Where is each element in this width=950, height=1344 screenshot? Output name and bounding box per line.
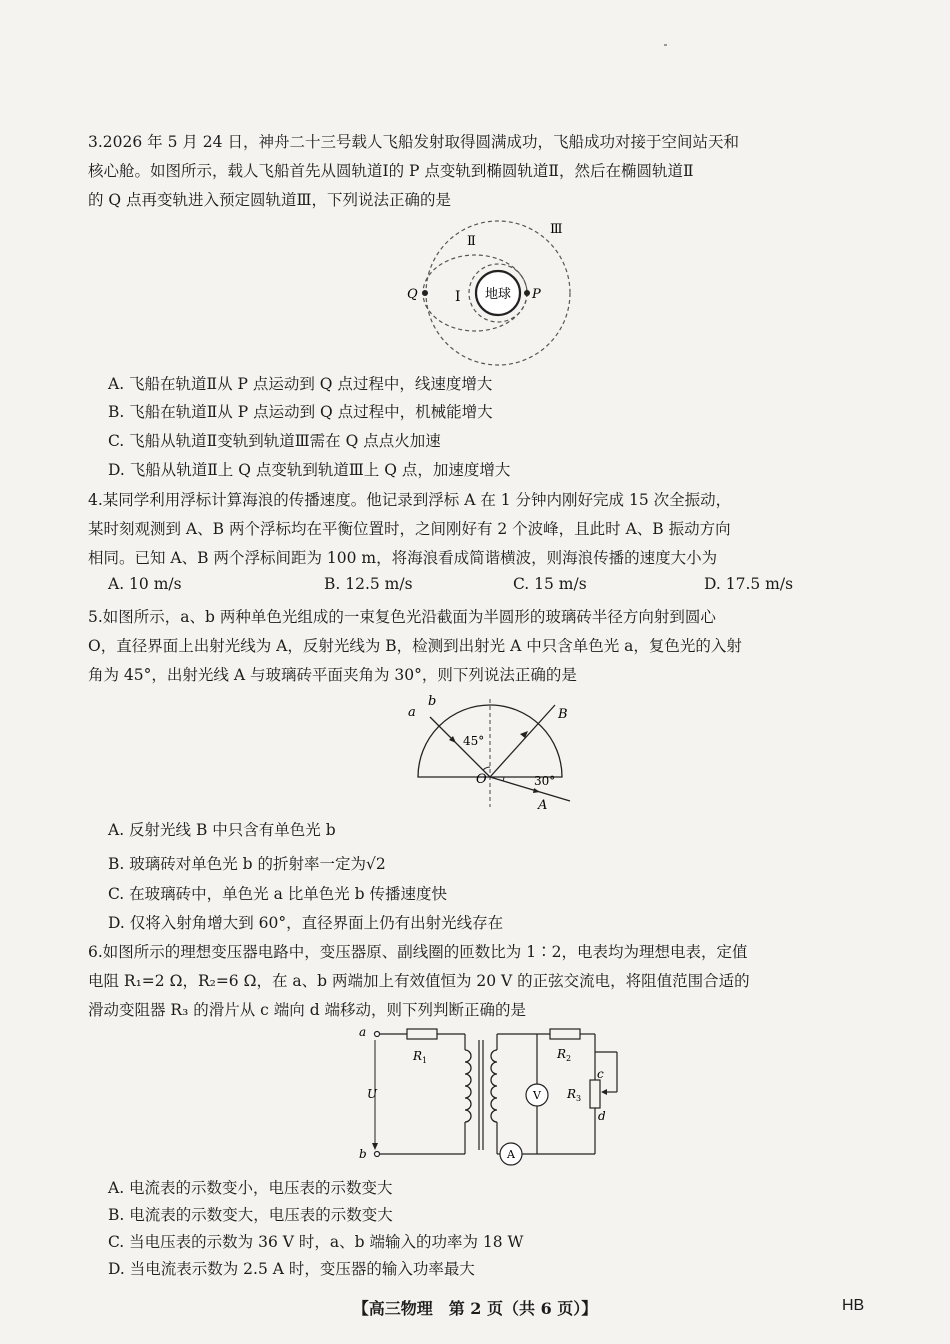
q5-stem-line-1: 5.如图所示，a、b 两种单色光组成的一束复色光沿截面为半圆形的玻璃砖半径方向射到圆心: [88, 608, 716, 626]
orbit-diagram: [395, 215, 595, 370]
q3-stem-line-3: 的 Q 点再变轨进入预定圆轨道Ⅲ，下列说法正确的是: [88, 191, 452, 209]
q4-stem-line-1: 4.某同学利用浮标计算海浪的传播速度。他记录到浮标 A 在 1 分钟内刚好完成 15 次全振动，: [88, 491, 732, 509]
q-label: Q: [407, 287, 418, 302]
question-5-stem: [88, 603, 878, 690]
q5-option-a[interactable]: A. 反射光线 B 中只含有单色光 b: [108, 821, 336, 839]
q3-option-a[interactable]: A. 飞船在轨道Ⅱ从 P 点运动到 Q 点过程中，线速度增大: [108, 375, 493, 393]
question-4-stem: [88, 486, 878, 573]
terminal-a: [375, 1032, 380, 1037]
terminal-b: [375, 1152, 380, 1157]
orbit-3-label: Ⅲ: [550, 222, 563, 237]
orbit-2-label: Ⅱ: [467, 234, 476, 249]
q6-option-c[interactable]: C. 当电压表的示数为 36 V 时，a、b 端输入的功率为 18 W: [108, 1233, 524, 1251]
p-label: P: [532, 287, 541, 302]
page-footer: 【高三物理 第 2 页（共 6 页）】: [352, 1299, 598, 1318]
question-3-stem: [88, 128, 878, 215]
reflected-ray-b: [490, 705, 555, 777]
q3-stem-line-1: 3.2026 年 5 月 24 日，神舟二十三号载人飞船发射取得圆满成功，飞船成功对接于空间站天和: [88, 133, 739, 151]
label-b: b: [359, 1147, 367, 1161]
label-30: 30°: [534, 774, 556, 788]
q4-option-d[interactable]: D. 17.5 m/s: [704, 575, 794, 593]
glass-brick-diagram: [400, 685, 580, 815]
label-o: O: [476, 772, 487, 787]
q6-stem-line-3: 滑动变阻器 R₃ 的滑片从 c 端向 d 端移动，则下列判断正确的是: [88, 1001, 527, 1019]
voltmeter-label: V: [533, 1089, 541, 1102]
ammeter-label: A: [507, 1148, 515, 1161]
q5-stem-line-2: O，直径界面上出射光线为 A，反射光线为 B，检测到出射光 A 中只含单色光 a，复色光的入射: [88, 637, 742, 655]
label-r2: $R_2$: [557, 1047, 572, 1063]
resistor-r2: [550, 1029, 580, 1039]
q4-stem-line-2: 某时刻观测到 A、B 两个浮标均在平衡位置时，之间刚好有 2 个波峰，且此时 A、B 振动方向: [88, 520, 731, 538]
question-6-stem: [88, 938, 878, 1025]
label-r1: $R_1$: [413, 1049, 428, 1065]
label-c: c: [597, 1067, 604, 1081]
q6-option-a[interactable]: A. 电流表的示数变小，电压表的示数变大: [108, 1179, 393, 1197]
point-p-dot: [524, 290, 530, 296]
q3-option-d[interactable]: D. 飞船从轨道Ⅱ上 Q 点变轨到轨道Ⅲ上 Q 点，加速度增大: [108, 461, 511, 479]
q6-stem-line-1: 6.如图所示的理想变压器电路中，变压器原、副线圈的匝数比为 1∶2，电表均为理想电表，定值: [88, 943, 748, 961]
earth-label: 地球: [484, 287, 512, 302]
q5-option-c[interactable]: C. 在玻璃砖中，单色光 a 比单色光 b 传播速度快: [108, 885, 448, 903]
q6-stem-line-2: 电阻 R₁=2 Ω，R₂=6 Ω，在 a、b 两端加上有效值恒为 20 V 的正弦交流电，将阻值范围合适的: [88, 972, 750, 990]
label-r3: $R_3$: [567, 1087, 582, 1103]
angle-45-arc: [483, 767, 490, 770]
resistor-r1: [407, 1029, 437, 1039]
q3-option-b[interactable]: B. 飞船在轨道Ⅱ从 P 点运动到 Q 点过程中，机械能增大: [108, 403, 493, 421]
label-ray-b: B: [558, 707, 568, 722]
secondary-coil: [491, 1050, 497, 1122]
q3-option-c[interactable]: C. 飞船从轨道Ⅱ变轨到轨道Ⅲ需在 Q 点点火加速: [108, 432, 441, 450]
label-ray-a: A: [538, 798, 548, 813]
rheostat-r3: [590, 1080, 600, 1108]
label-u: U: [367, 1087, 378, 1101]
transformer-circuit-diagram: [345, 1022, 635, 1172]
label-45: 45°: [463, 734, 485, 748]
q5-option-b[interactable]: B. 玻璃砖对单色光 b 的折射率一定为√2: [108, 855, 386, 873]
scan-speck: [664, 44, 667, 46]
q3-stem-line-2: 核心舱。如图所示，载人飞船首先从圆轨道Ⅰ的 P 点变轨到椭圆轨道Ⅱ，然后在椭圆轨道Ⅱ: [88, 162, 694, 180]
footer-code: HB: [842, 1297, 865, 1314]
q4-option-b[interactable]: B. 12.5 m/s: [324, 575, 413, 593]
q4-stem-line-3: 相同。已知 A、B 两个浮标间距为 100 m，将海浪看成简谐横波，则海浪传播的速度大小为: [88, 549, 718, 567]
primary-coil: [465, 1050, 471, 1122]
q6-option-b[interactable]: B. 电流表的示数变大，电压表的示数变大: [108, 1206, 393, 1224]
orbit-1-label: I: [455, 289, 461, 305]
q6-option-d[interactable]: D. 当电流表示数为 2.5 A 时，变压器的输入功率最大: [108, 1260, 475, 1278]
q5-stem-line-3: 角为 45°，出射光线 A 与玻璃砖平面夹角为 30°，则下列说法正确的是: [88, 666, 577, 684]
label-a: a: [359, 1025, 367, 1039]
label-b: b: [428, 694, 437, 709]
q5-option-d[interactable]: D. 仅将入射角增大到 60°，直径界面上仍有出射光线存在: [108, 914, 504, 932]
point-q-dot: [422, 290, 428, 296]
label-d: d: [598, 1109, 606, 1123]
q4-option-a[interactable]: A. 10 m/s: [108, 575, 182, 593]
slider-arrow: [601, 1089, 607, 1095]
label-a: a: [408, 705, 416, 720]
refracted-ray-a: [490, 777, 570, 801]
voltage-u-arrowhead: [372, 1143, 378, 1150]
q4-option-c[interactable]: C. 15 m/s: [513, 575, 587, 593]
